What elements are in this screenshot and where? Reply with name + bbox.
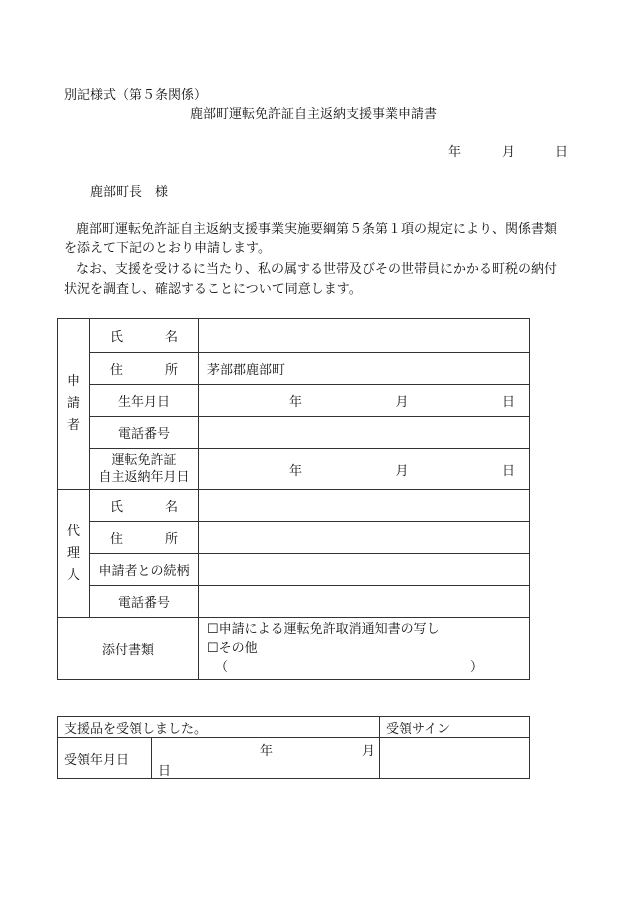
name-label: 氏 名	[90, 319, 199, 353]
agent-name-row	[58, 490, 530, 522]
return-date-label: 運転免許証 自主返納年月日	[90, 449, 199, 490]
agent-phone-row	[58, 586, 530, 618]
received-text: 支援品を受領しました。	[58, 717, 380, 738]
attachment-option-2[interactable]: ☐その他	[207, 641, 258, 656]
return-date-row	[58, 449, 530, 490]
date-year: 年	[448, 145, 462, 160]
agent-phone-field[interactable]	[199, 586, 530, 618]
other-details-field[interactable]: （ ）	[215, 660, 483, 675]
receipt-sign-field[interactable]	[380, 738, 530, 779]
attachment-option-1[interactable]: ☐申請による運転免許取消通知書の写し	[207, 622, 440, 637]
applicant-section-label: 申 請 者	[58, 319, 90, 490]
agent-section-label: 代 理 人	[58, 490, 90, 618]
form-label: 別記様式（第５条関係）	[64, 88, 208, 103]
body-line-1: 鹿部町運転免許証自主返納支援事業実施要綱第５条第１項の規定により、関係書類	[76, 222, 558, 237]
body-line-4: 状況を調査し、確認することについて同意します。	[64, 282, 362, 297]
attachments-label: 添付書類	[58, 618, 199, 680]
agent-address-label: 住 所	[90, 522, 199, 554]
receipt-date-row	[58, 738, 530, 779]
receipt-header-row	[58, 717, 530, 738]
body-line-3: なお、支援を受けるに当たり、私の属する世帯及びその世帯員にかかる町税の納付	[76, 262, 558, 277]
addressee: 鹿部町長 様	[90, 185, 169, 200]
applicant-name-field[interactable]	[199, 319, 530, 353]
relationship-field[interactable]	[199, 554, 530, 586]
relationship-label: 申請者との続柄	[90, 554, 199, 586]
checkbox-icon[interactable]: ☐	[207, 622, 219, 637]
agent-address-field[interactable]	[199, 522, 530, 554]
applicant-birthdate-row	[58, 385, 530, 417]
birthdate-label: 生年月日	[90, 385, 199, 417]
date-day: 日	[555, 145, 569, 160]
agent-phone-label: 電話番号	[90, 586, 199, 618]
application-table	[57, 318, 530, 680]
agent-name-label: 氏 名	[90, 490, 199, 522]
applicant-phone-field[interactable]	[199, 417, 530, 449]
applicant-name-row	[58, 319, 530, 353]
form-title: 鹿部町運転免許証自主返納支援事業申請書	[190, 107, 438, 122]
receipt-table	[57, 716, 530, 779]
applicant-address-field[interactable]: 茅部郡鹿部町	[199, 353, 530, 385]
phone-label: 電話番号	[90, 417, 199, 449]
attachments-row	[58, 618, 530, 680]
receipt-date-field[interactable]: 年 月 日	[152, 738, 380, 779]
agent-name-field[interactable]	[199, 490, 530, 522]
attachments-field	[199, 618, 530, 680]
sign-label: 受領サイン	[380, 717, 530, 738]
checkbox-icon[interactable]: ☐	[207, 641, 219, 656]
receipt-date-label: 受領年月日	[58, 738, 152, 779]
applicant-birthdate-field[interactable]: 年 月 日	[199, 385, 530, 417]
address-label: 住 所	[90, 353, 199, 385]
body-line-2: を添えて下記のとおり申請します。	[64, 241, 271, 256]
relationship-row	[58, 554, 530, 586]
agent-address-row	[58, 522, 530, 554]
applicant-phone-row	[58, 417, 530, 449]
applicant-address-row	[58, 353, 530, 385]
date-month: 月	[502, 145, 516, 160]
return-date-field[interactable]: 年 月 日	[199, 449, 530, 490]
